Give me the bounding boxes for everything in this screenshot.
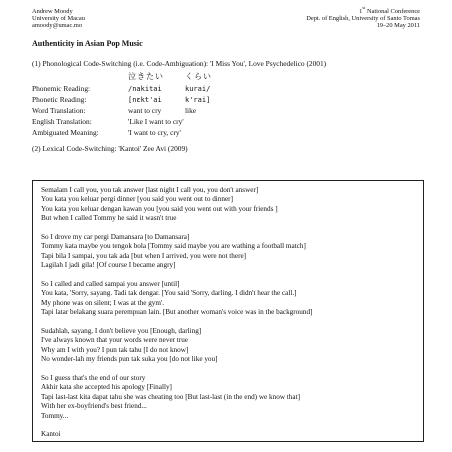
lyric-line: My phone was on silent; I was at the gym'. xyxy=(41,298,165,307)
conference-venue: Dept. of English, University of Santo Tomas xyxy=(306,15,420,22)
lyric-line: You kata, 'Sorry, sayang. Tadi tak dengar. [You said 'Sorry, darling. I didn't hear the call.] xyxy=(41,289,297,298)
row-label: Phonetic Reading: xyxy=(32,95,87,104)
lyric-line: Sudahlah, sayang, I don't believe you [Enough, darling] xyxy=(41,327,202,335)
conference-name xyxy=(359,5,420,15)
author-name: Andrew Moody xyxy=(32,8,73,15)
lyric-line: With her ex-boyfriend's best friend... xyxy=(41,402,147,411)
lyric-line: Tapi bila I sampai, you tak ada [but when I arrived, you were not there] xyxy=(41,251,247,260)
row-value-a: want to cry xyxy=(128,106,162,115)
conference-dates: 19–20 May 2011 xyxy=(376,22,420,29)
row-value-a: /nakitai xyxy=(128,85,162,93)
lyric-line: So I drove my car pergi Damansara [to Damansara] xyxy=(41,233,190,241)
lyric-line: I've always known that your words were never true xyxy=(41,336,188,345)
row-label: English Translation: xyxy=(32,117,92,126)
conference-label: National Conference xyxy=(365,8,420,15)
row-label: Ambiguated Meaning: xyxy=(32,128,99,137)
row-value-a: [nɛkt'ai xyxy=(128,96,162,104)
japanese-word-1: 泣きたい xyxy=(128,72,164,81)
author-email: amoody@umac.mo xyxy=(32,22,83,29)
row-value-b: like xyxy=(185,106,197,115)
lyric-line: You kata you keluar dengan kawan you [you said you went out with your friends ] xyxy=(41,204,278,213)
row-value-a: 'I want to cry, cry' xyxy=(128,128,181,137)
row-label: Word Translation: xyxy=(32,106,86,115)
lyric-line: Semalam I call you, you tak answer [last night I call you, you don't answer] xyxy=(41,186,259,194)
lyric-line: Lagilah I jadi gila! [Of course I became angry] xyxy=(41,261,176,270)
lyric-line: No wonder-lah my friends pun tak suka you [do not like you] xyxy=(41,355,218,364)
lyric-line: Tapi latar belakang suara perempuan lain. [But another woman's voice was in the background] xyxy=(41,308,313,317)
row-value-b: kuraі/ xyxy=(185,85,211,93)
conference-ordinal: st xyxy=(362,5,366,10)
lyric-line: But when I called Tommy he said it wasn't true xyxy=(41,214,177,223)
page-title: Authenticity in Asian Pop Music xyxy=(32,39,143,48)
lyric-line: You kata you keluar pergi dinner [you said you went out to dinner] xyxy=(41,195,233,204)
lyric-line: Tommy... xyxy=(41,411,69,420)
lyric-line: So I guess that's the end of our story xyxy=(41,374,146,382)
row-label: Phonemic Reading: xyxy=(32,84,91,93)
row-value-a: 'Like I want to cry' xyxy=(128,117,184,126)
row-value-b: k'rai] xyxy=(185,96,211,104)
japanese-word-2: くらい xyxy=(185,72,212,81)
lyric-line: Tapi last-last kita dapat tahu she was cheating too [But last-last (in the end) we know that] xyxy=(41,392,300,401)
section1-heading: (1) Phonological Code-Switching (i.e. Code-Ambiguation): 'I Miss You', Love Psychedelico (2001) xyxy=(32,59,327,68)
lyric-line: So I called and called sampai you answer [until] xyxy=(41,280,180,288)
lyric-line: Why am I with you? I pun tak tahu [I do not know] xyxy=(41,345,189,354)
lyric-line: Kantoi xyxy=(41,430,61,439)
lyrics-box xyxy=(32,180,424,442)
lyric-line: Akhir kata she accepted his apology [Finally] xyxy=(41,383,172,392)
section2-heading: (2) Lexical Code-Switching: 'Kantoi' Zee Avi (2009) xyxy=(32,144,188,153)
author-affiliation: University of Macau xyxy=(32,15,85,22)
lyric-line: Tommy kata maybe you tengok bola [Tommy said maybe you are wathing a football match] xyxy=(41,242,306,251)
conference-number: 1 xyxy=(359,8,363,15)
